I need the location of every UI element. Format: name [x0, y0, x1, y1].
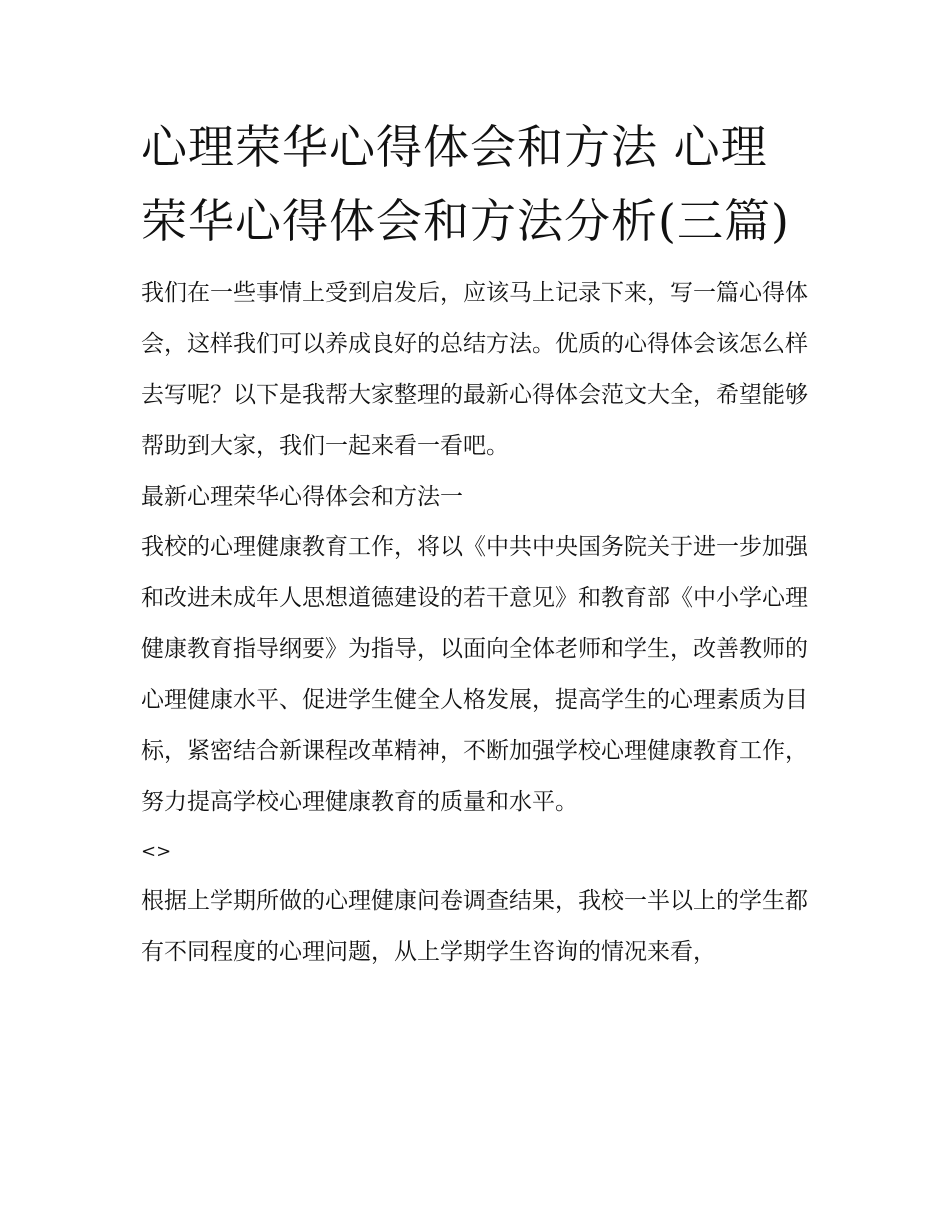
document-title: 心理荣华心得体会和方法 心理荣华心得体会和方法分析(三篇)	[141, 120, 790, 248]
placeholder-marker: <>	[141, 841, 172, 862]
body-paragraph-2: 根据上学期所做的心理健康问卷调查结果，我校一半以上的学生都有不同程度的心理问题，从上学期学生咨询的情况来看，	[141, 888, 808, 965]
section-heading: 最新心理荣华心得体会和方法一	[141, 484, 463, 510]
intro-paragraph: 我们在一些事情上受到启发后，应该马上记录下来，写一篇心得体会，这样我们可以养成良好的总结方法。优质的心得体会该怎么样去写呢？以下是我帮大家整理的最新心得体会范文大全，希望能够帮助到大家，我们一起来看一看吧。	[141, 280, 808, 459]
body-paragraph-1: 我校的心理健康教育工作，将以《中共中央国务院关于进一步加强和改进未成年人思想道德建设的若干意见》和教育部《中小学心理健康教育指导纲要》为指导，以面向全体老师和学生，改善教师的心理健康水平、促进学生健全人格发展，提高学生的心理素质为目标，紧密结合新课程改革精神，不断加强学校心理健康教育工作，努力提高学校心理健康教育的质量和水平。	[141, 534, 808, 815]
document-body	[141, 110, 811, 978]
